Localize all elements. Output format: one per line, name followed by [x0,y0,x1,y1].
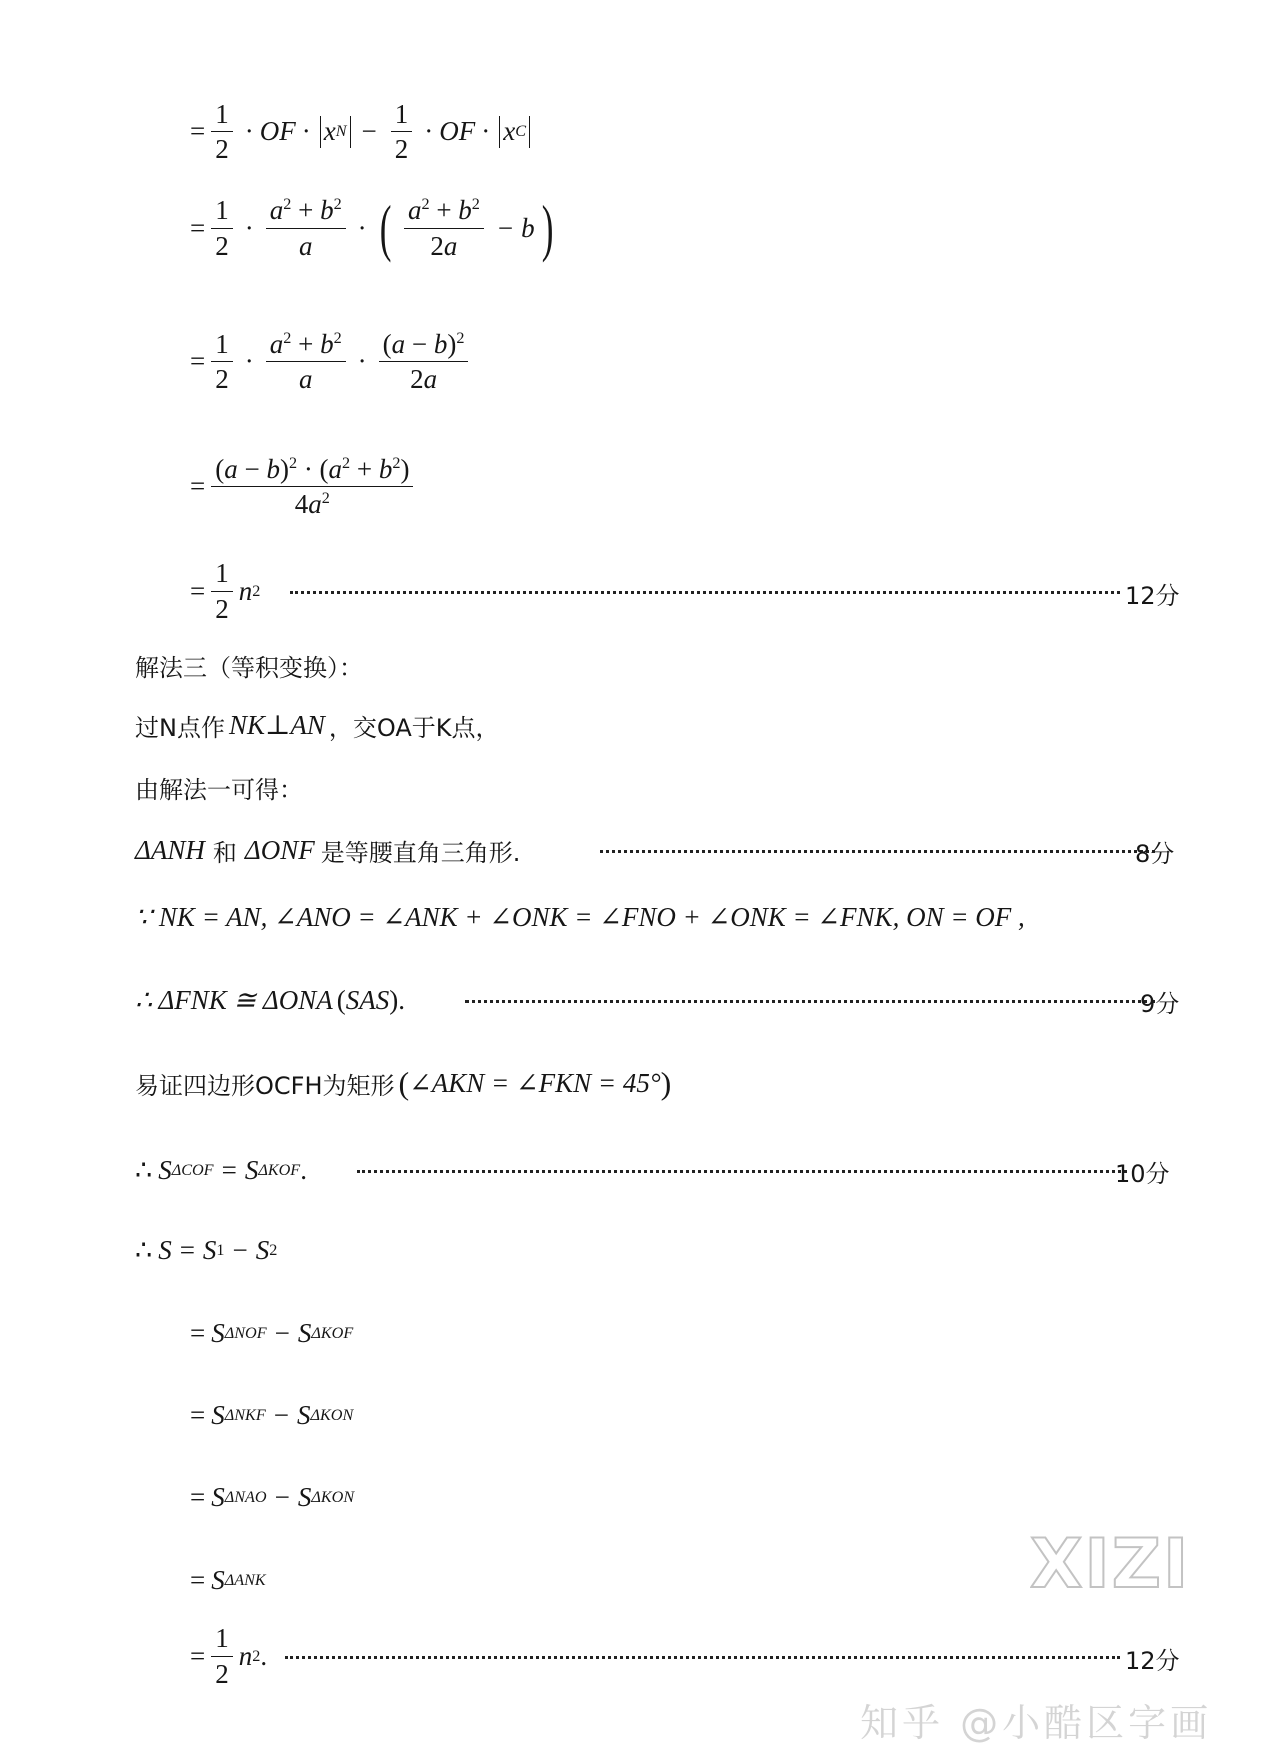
score-12-second: 12分 [1125,1647,1180,1675]
area-equal-line: ∴ S ΔCOF = S ΔKOF . 10分 [135,1154,1170,1188]
method-three-heading: 解法三（等积变换）： [135,654,363,682]
score-9: 9分 [1140,990,1180,1018]
area-diff-line: ∴ S = S 1 − S 2 [135,1235,278,1265]
footer-cut-text: 知乎 @小酷区字画 [860,1701,1213,1745]
score-8: 8分 [1135,840,1175,868]
score-10: 10分 [1115,1160,1170,1188]
congruent-line: ∴ ΔFNK ≅ ΔONA ( SAS ) . 9分 [135,984,1180,1018]
watermark-logo: XIZI [1030,1525,1191,1604]
construction-line: 过N点作 NK⊥AN ，交OA于K点， [135,710,500,742]
equation-line-1: = $\frac{1}{2}$ · OF · x N − $\frac{1}{2}$ · OF · x C [190,100,533,164]
isosceles-line: ΔANH 和 ΔONF 是等腰直角三角形. 8分 [135,834,1175,868]
area-step-3: = S ΔNAO − S ΔKON [190,1482,355,1512]
equation-line-2: = $\frac{1}{2}$ · $\frac{a^2 + b^2}{a}$ · ( $\frac{a^2 + b^2}{2a}$ − b ) [190,192,554,263]
score-12-first: 12分 [1125,582,1180,610]
area-step-1: = S ΔNOF − S ΔKOF [190,1318,354,1348]
rectangle-line: 易证四边形OCFH为矩形 ( ∠AKN = ∠FKN = 45° ) [135,1065,672,1101]
equation-line-5: = $\frac{1}{2}$ n 2 12分 [190,558,1180,624]
area-step-4: = S ΔANK [190,1565,266,1595]
because-line: ∵ NK = AN, ∠ANO = ∠ANK + ∠ONK = ∠FNO + ∠ONK = ∠FNK, ON = OF , [135,902,1025,932]
final-result-line: = $\frac{1}{2}$ n 2 . 12分 [190,1623,1180,1689]
from-method-one: 由解法一可得： [135,776,303,804]
equation-line-3: = $\frac{1}{2}$ · $\frac{a^2 + b^2}{a}$ · $\frac{(a - b)^2}{2a}$ [190,330,474,394]
area-step-2: = S ΔNKF − S ΔKON [190,1400,354,1430]
equation-line-4: = $\frac{(a - b)^2 \cdot (a^2 + b^2)}{4a^2}$ [190,455,419,519]
